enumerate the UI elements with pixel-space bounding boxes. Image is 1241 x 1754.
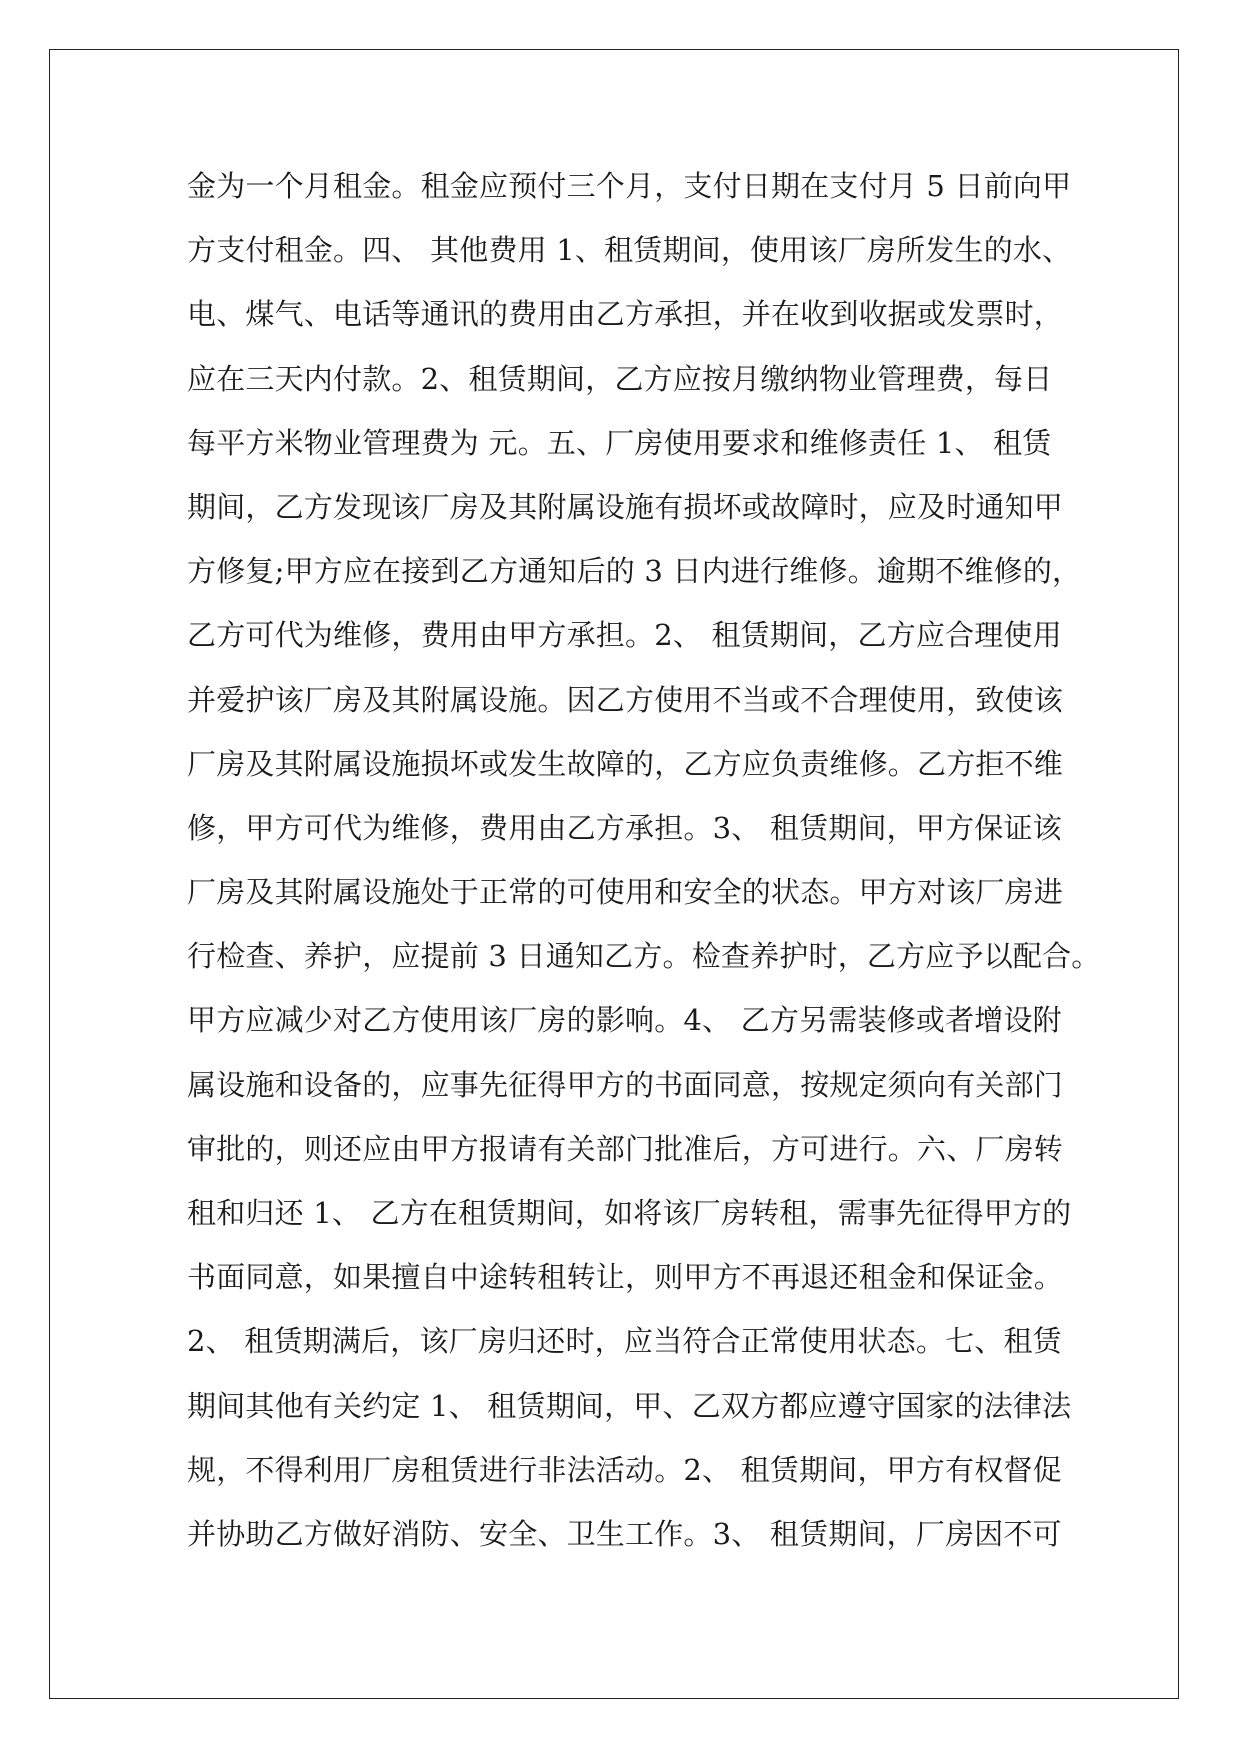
text-line: 厂房及其附属设施损坏或发生故障的，乙方应负责维修。乙方拒不维 — [187, 746, 1064, 781]
text-line: 规，不得利用厂房租赁进行非法活动。2、 租赁期间，甲方有权督促 — [187, 1452, 1062, 1487]
text-line: 属设施和设备的，应事先征得甲方的书面同意，按规定须向有关部门 — [187, 1067, 1064, 1102]
text-line: 期间其他有关约定 1、 租赁期间，甲、乙双方都应遵守国家的法律法 — [187, 1388, 1072, 1423]
text-line: 应在三天内付款。2、租赁期间，乙方应按月缴纳物业管理费，每日 — [187, 361, 1053, 396]
text-line: 并协助乙方做好消防、安全、卫生工作。3、 租赁期间，厂房因不可 — [187, 1516, 1062, 1551]
text-line: 书面同意，如果擅自中途转租转让，则甲方不再退还租金和保证金。 — [187, 1260, 1064, 1295]
text-line: 电、煤气、电话等通讯的费用由乙方承担，并在收到收据或发票时， — [187, 297, 1064, 332]
text-line: 方修复;甲方应在接到乙方通知后的 3 日内进行维修。逾期不维修的， — [187, 554, 1082, 589]
text-line: 金为一个月租金。租金应预付三个月，支付日期在支付月 5 日前向甲 — [187, 169, 1072, 203]
text-line: 行检查、养护，应提前 3 日通知乙方。检查养护时，乙方应予以配合。 — [187, 939, 1101, 974]
text-line: 方支付租金。四、 其他费用 1、租赁期间，使用该厂房所发生的水、 — [187, 233, 1072, 268]
text-line: 修，甲方可代为维修，费用由乙方承担。3、 租赁期间，甲方保证该 — [187, 810, 1062, 845]
text-line: 每平方米物业管理费为 元。五、厂房使用要求和维修责任 1、 租赁 — [187, 425, 1052, 460]
text-line: 期间，乙方发现该厂房及其附属设施有损坏或故障时，应及时通知甲 — [187, 489, 1064, 524]
text-line: 甲方应减少对乙方使用该厂房的影响。4、 乙方另需装修或者增设附 — [187, 1003, 1062, 1038]
text-line: 审批的，则还应由甲方报请有关部门批准后，方可进行。六、厂房转 — [187, 1131, 1064, 1166]
text-line: 厂房及其附属设施处于正常的可使用和安全的状态。甲方对该厂房进 — [187, 875, 1064, 910]
text-line: 2、 租赁期满后，该厂房归还时，应当符合正常使用状态。七、租赁 — [187, 1324, 1062, 1359]
text-line: 并爱护该厂房及其附属设施。因乙方使用不当或不合理使用，致使该 — [187, 682, 1064, 717]
document-body — [187, 154, 1101, 1566]
text-line: 乙方可代为维修，费用由甲方承担。2、 租赁期间，乙方应合理使用 — [187, 618, 1062, 653]
text-line: 租和归还 1、 乙方在租赁期间，如将该厂房转租，需事先征得甲方的 — [187, 1196, 1072, 1230]
